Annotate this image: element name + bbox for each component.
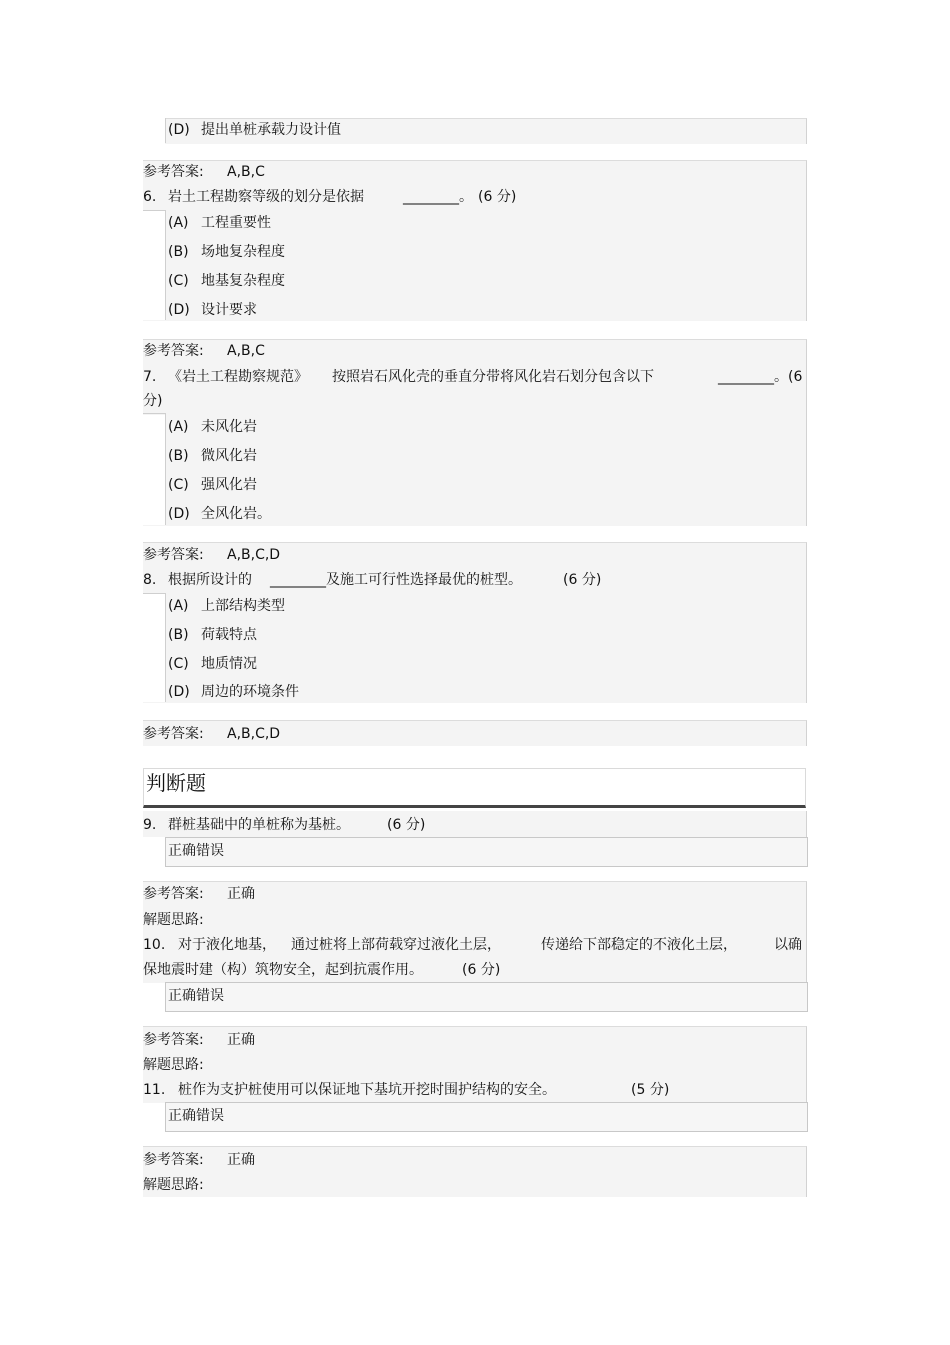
q7-stem-body: 按照岩石风化壳的垂直分带将风化岩石划分包含以下 (332, 369, 654, 385)
q11-analysis-label: 解题思路: (143, 1177, 204, 1193)
q8-option-b-letter: (B) (168, 627, 189, 643)
q6-option-d-letter: (D) (168, 302, 190, 318)
q8-option-c-letter: (C) (168, 656, 189, 672)
q7-option-rule (165, 413, 166, 525)
q6-block (143, 160, 807, 321)
q10-seg4: 以确 (774, 937, 802, 953)
q11-stem: 桩作为支护桩使用可以保证地下基坑开挖时围护结构的安全。 (178, 1082, 556, 1098)
q10-score: (6 分) (462, 962, 501, 978)
q6-option-a-letter: (A) (168, 215, 189, 231)
q8-option-d-letter: (D) (168, 684, 190, 700)
q7-answer-value: A,B,C,D (227, 547, 281, 563)
q7-stem-title: 《岩土工程勘察规范》 (168, 369, 308, 385)
q9-analysis-label: 解题思路: (143, 912, 204, 928)
q6-answer-label: 参考答案: (143, 343, 204, 359)
section-title: 判断题 (143, 768, 806, 808)
q10-line2: 保地震时建（构）筑物安全，起到抗震作用。 (143, 962, 423, 978)
q10-analysis-label: 解题思路: (143, 1057, 204, 1073)
q6-answer-value: A,B,C (227, 343, 265, 359)
q10-number: 10. (143, 937, 166, 953)
q6-white-gap (143, 211, 165, 320)
q7-option-d-text: 全风化岩。 (201, 506, 271, 522)
q11-number: 11. (143, 1082, 166, 1098)
q7-answer-label: 参考答案: (143, 547, 204, 563)
q9-number: 9. (143, 817, 157, 833)
q7-option-c-letter: (C) (168, 477, 189, 493)
q11-score: (5 分) (631, 1082, 670, 1098)
q7-option-d-letter: (D) (168, 506, 190, 522)
q7-score-cont: 分) (143, 393, 163, 409)
q9-options-box[interactable] (165, 837, 808, 867)
q8-option-b-text: 荷载特点 (201, 627, 257, 643)
q6-option-notch (143, 210, 166, 211)
q11-options-box[interactable] (165, 1102, 808, 1132)
q7-white-gap (143, 415, 165, 525)
q9-answer-label: 参考答案: (143, 886, 204, 902)
q6-number: 6. (143, 189, 157, 205)
q10-answer-label: 参考答案: (143, 1032, 204, 1048)
q10-seg1: 对于液化地基， (178, 937, 276, 953)
q10-seg3: 传递给下部稳定的不液化土层， (541, 937, 737, 953)
q5-answer-label: 参考答案: (143, 164, 204, 180)
q7-option-a-letter: (A) (168, 419, 189, 435)
q9-options[interactable]: 正确错误 (168, 843, 224, 859)
q8-option-c-text: 地质情况 (201, 656, 257, 672)
q8-block (143, 542, 807, 703)
q6-option-c-letter: (C) (168, 273, 189, 289)
q8-stem-rest: ________及施工可行性选择最优的桩型。 (270, 572, 522, 588)
q11-options[interactable]: 正确错误 (168, 1108, 224, 1124)
q11-answer-value: 正确 (227, 1152, 255, 1168)
q5-answer-value: A,B,C (227, 164, 265, 180)
q8-number: 8. (143, 572, 157, 588)
q5-option-d-text: 提出单桩承载力设计值 (201, 122, 341, 138)
q11-answer-label: 参考答案: (143, 1152, 204, 1168)
q7-number: 7. (143, 369, 157, 385)
q9-answer-value: 正确 (227, 886, 255, 902)
q5-option-rule (165, 118, 166, 143)
q8-stem-start: 根据所设计的 (168, 572, 252, 588)
q6-option-a-text: 工程重要性 (201, 215, 271, 231)
q8-white-gap (143, 594, 165, 702)
q8-option-a-letter: (A) (168, 598, 189, 614)
q10-options[interactable]: 正确错误 (168, 988, 224, 1004)
q10-options-box[interactable] (165, 982, 808, 1012)
q8-answer-value: A,B,C,D (227, 726, 281, 742)
q7-option-notch (143, 413, 166, 414)
q8-option-d-text: 周边的环境条件 (201, 684, 299, 700)
q9-stem: 群桩基础中的单桩称为基桩。 (168, 817, 350, 833)
q6-score: (6 分) (478, 189, 517, 205)
q8-option-rule (165, 593, 166, 702)
q5-option-d-letter: (D) (168, 122, 190, 138)
q8-option-notch (143, 593, 166, 594)
q6-option-b-text: 场地复杂程度 (201, 244, 285, 260)
q6-option-c-text: 地基复杂程度 (201, 273, 285, 289)
q7-blank: ________。(6 (718, 369, 803, 385)
q6-blank: ________。 (403, 189, 473, 205)
q6-option-b-letter: (B) (168, 244, 189, 260)
q10-answer-value: 正确 (227, 1032, 255, 1048)
q8-score: (6 分) (563, 572, 602, 588)
q6-stem: 岩土工程勘察等级的划分是依据 (168, 189, 364, 205)
q8-answer-label: 参考答案: (143, 726, 204, 742)
q7-option-c-text: 强风化岩 (201, 477, 257, 493)
q10-seg2: 通过桩将上部荷载穿过液化土层， (291, 937, 501, 953)
q7-option-b-letter: (B) (168, 448, 189, 464)
q6-option-rule (165, 211, 166, 320)
q8-option-a-text: 上部结构类型 (201, 598, 285, 614)
q7-option-b-text: 微风化岩 (201, 448, 257, 464)
q9-score: (6 分) (387, 817, 426, 833)
q7-option-a-text: 未风化岩 (201, 419, 257, 435)
q6-option-d-text: 设计要求 (201, 302, 257, 318)
